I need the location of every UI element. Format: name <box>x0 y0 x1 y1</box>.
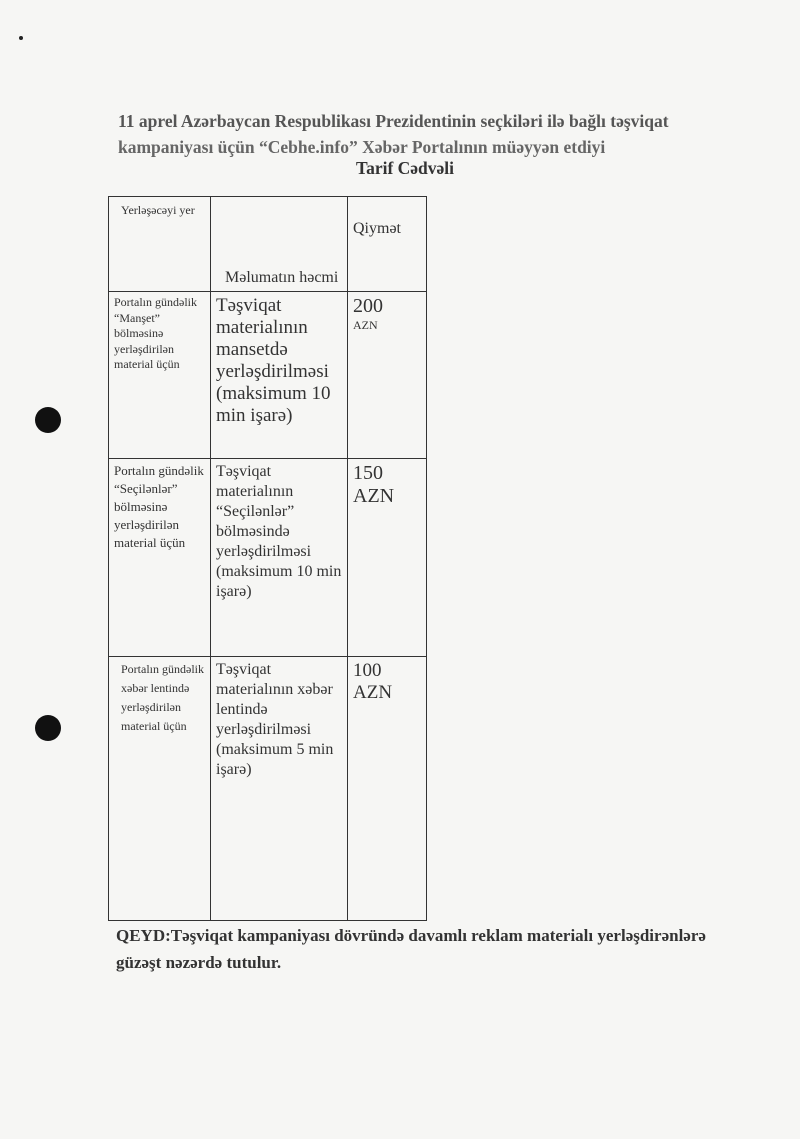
scan-speck <box>19 36 23 40</box>
tariff-table <box>108 196 427 921</box>
table-header-row <box>109 197 427 292</box>
document-note: QEYD:Təşviqat kampaniyası dövründə davamlı reklam materialı yerləşdirənlərə güzəşt nəzərdə tutulur. <box>116 926 706 972</box>
table-row <box>109 459 427 657</box>
header-location: Yerləşəcəyi yer <box>109 197 211 292</box>
row-3-price <box>348 657 427 921</box>
row-2-volume: Təşviqat materialının “Seçilənlər” bölməsində yerləşdirilməsi (maksimum 10 min işarə) <box>211 459 348 657</box>
row-1-price-currency: AZN <box>353 318 378 332</box>
row-1-location: Portalın gündəlik “Manşet” bölməsinə yerləşdirilən material üçün <box>109 292 211 459</box>
row-1-volume: Təşviqat materialının mansetdə yerləşdirilməsi (maksimum 10 min işarə) <box>211 292 348 459</box>
row-1-price-value: 200 <box>353 295 383 317</box>
document-subtitle: Tarif Cədvəli <box>356 158 455 178</box>
row-2-price-currency: AZN <box>353 485 395 507</box>
row-3-price-value: 100 <box>353 660 382 681</box>
row-1-price <box>348 292 427 459</box>
document-heading <box>118 108 738 160</box>
row-3-location: Portalın gündəlik xəbər lentində yerləşdirilən material üçün <box>109 657 211 921</box>
table-row <box>109 657 427 921</box>
row-3-volume: Təşviqat materialının xəbər lentində yerləşdirilməsi (maksimum 5 min işarə) <box>211 657 348 921</box>
row-2-location: Portalın gündəlik “Seçilənlər” bölməsinə yerləşdirilən material üçün <box>109 459 211 657</box>
row-2-price-value: 150 <box>353 462 383 484</box>
punch-hole-top <box>35 407 61 433</box>
heading-line-1: 11 aprel Azərbaycan Respublikası Prezidentinin seçkiləri ilə bağlı təşviqat <box>118 111 669 131</box>
table-row <box>109 292 427 459</box>
punch-hole-bottom <box>35 715 61 741</box>
header-volume: Məlumatın həcmi <box>211 197 348 292</box>
row-2-price <box>348 459 427 657</box>
row-3-price-currency: AZN <box>353 682 393 703</box>
header-price: Qiymət <box>348 197 427 292</box>
heading-line-2: kampaniyası üçün “Cebhe.info” Xəbər Portalının müəyyən etdiyi <box>118 137 606 157</box>
